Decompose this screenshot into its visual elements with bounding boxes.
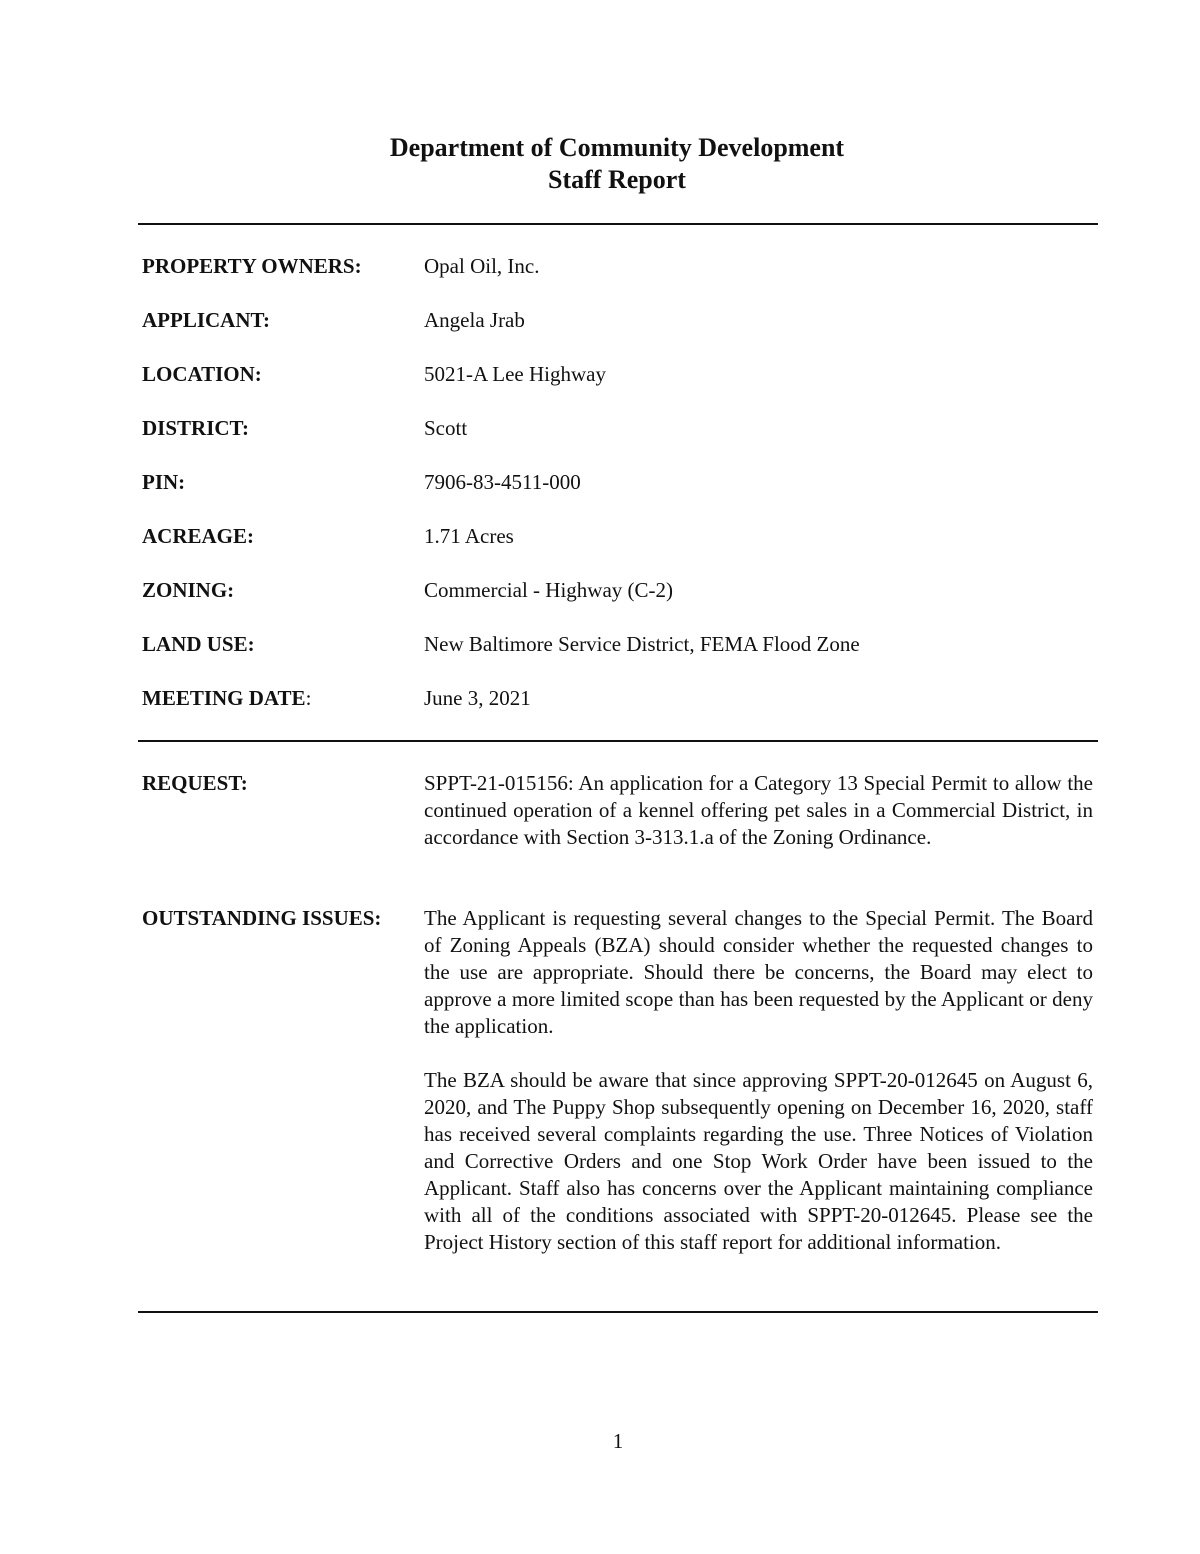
field-value: 7906-83-4511-000 — [424, 470, 581, 494]
field-value: Angela Jrab — [424, 308, 525, 332]
field-label: PROPERTY OWNERS: — [142, 254, 362, 278]
outstanding-issues-paragraph-1: The Applicant is requesting several changes to the Special Permit. The Board of Zoning Appeals (BZA) should consider whether the requested changes to the use are appropriate. Should there be concerns, the Board may elect to approve a more limited scope than has been requested by the Applicant or deny the application. — [424, 906, 1093, 1038]
field-label-colon: : — [305, 686, 312, 710]
field-value: Opal Oil, Inc. — [424, 254, 540, 278]
field-label — [142, 685, 311, 712]
top-divider — [138, 223, 1098, 225]
field-label-text: MEETING DATE — [142, 686, 306, 710]
field-value: Commercial - Highway (C-2) — [424, 578, 674, 602]
request-paragraph: SPPT-21-015156: An application for a Category 13 Special Permit to allow the continued operation of a kennel offering pet sales in a Commercial District, in accordance with Section 3-313.1.a of the Zoning Ordinance. — [424, 771, 1093, 849]
field-label: PIN: — [142, 470, 186, 494]
field-label: LOCATION: — [142, 362, 262, 386]
request-label: REQUEST: — [142, 771, 248, 795]
field-value: Scott — [424, 416, 468, 440]
field-label: DISTRICT: — [142, 416, 249, 440]
field-value: 5021-A Lee Highway — [424, 362, 606, 386]
page-number: 1 — [612, 1429, 624, 1453]
field-label: APPLICANT: — [142, 308, 270, 332]
field-value: 1.71 Acres — [424, 524, 514, 548]
field-label: ACREAGE: — [142, 524, 255, 548]
outstanding-issues-text — [424, 905, 1093, 1256]
field-label: LAND USE: — [142, 632, 255, 656]
middle-divider — [138, 740, 1098, 742]
field-value: June 3, 2021 — [424, 686, 531, 710]
field-value: New Baltimore Service District, FEMA Flood Zone — [424, 632, 860, 656]
outstanding-issues-paragraph-2: The BZA should be aware that since approving SPPT-20-012645 on August 6, 2020, and The Puppy Shop subsequently opening on December 16, 2020, staff has received several complaints regarding the use. Three Notices of Violation and Corrective Orders and one Stop Work Order have been issued to the Applicant. Staff also has concerns over the Applicant maintaining compliance with all of the conditions associated with SPPT-20-012645. Please see the Project History section of this staff report for additional information. — [424, 1068, 1093, 1254]
report-header — [0, 132, 1200, 196]
field-label: ZONING: — [142, 578, 235, 602]
department-title: Department of Community Development — [389, 133, 845, 162]
bottom-divider — [138, 1311, 1098, 1313]
outstanding-issues-label: OUTSTANDING ISSUES: — [142, 906, 382, 930]
report-title: Staff Report — [548, 165, 686, 194]
request-text — [424, 770, 1093, 851]
